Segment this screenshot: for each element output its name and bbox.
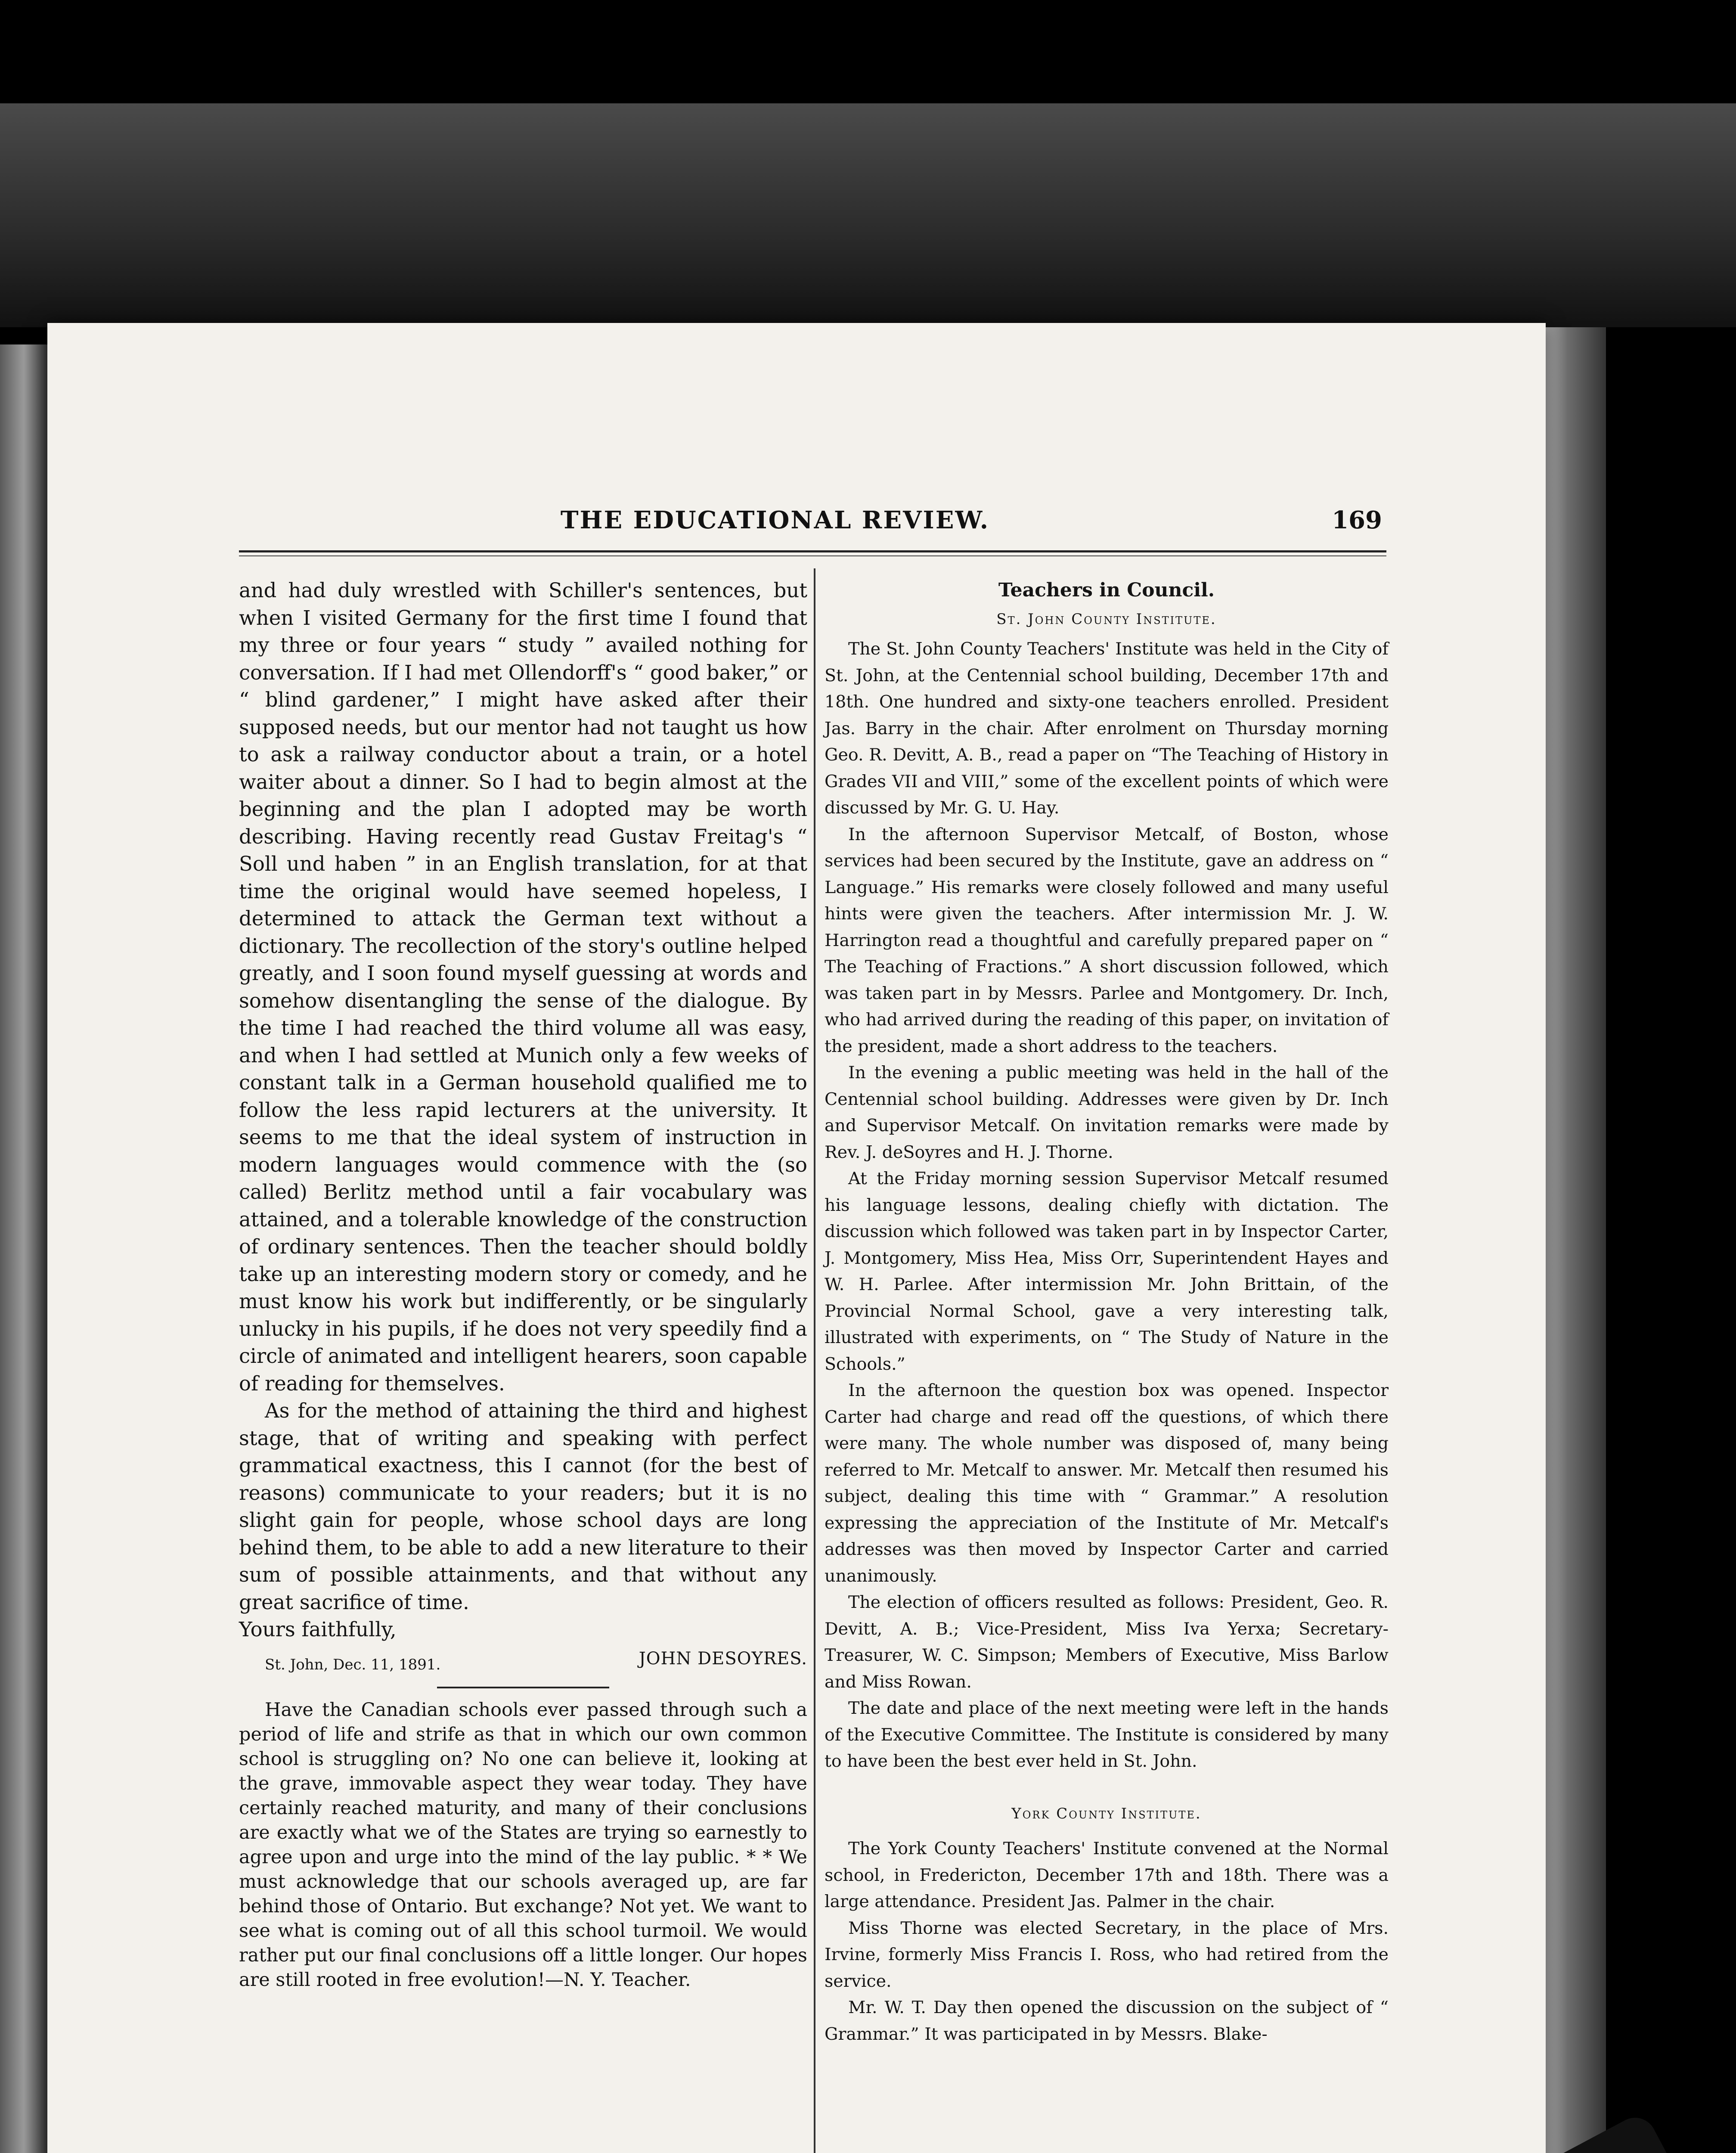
left-column: [239, 577, 807, 1992]
scanner-background-top: [0, 103, 1736, 327]
report-paragraph: In the afternoon Supervisor Metcalf, of Boston, whose services had been secured by the Institute, gave an address on “ Language.” His remarks were closely followed and many useful hints were given the teachers. After intermission Mr. J. W. Harrington read a thoughtful and carefully prepared paper on “ The Teaching of Fractions.” A short discussion followed, which was taken part in by Messrs. Parlee and Montgomery. Dr. Inch, who had arrived during the reading of this paper, on invitation of the president, made a short address to the teachers.: [825, 824, 1389, 1056]
st-john-subhead: St. John County Institute.: [996, 610, 1217, 628]
letter-closing: Yours faithfully,: [239, 1618, 397, 1641]
report-paragraph: At the Friday morning session Supervisor Metcalf resumed his language lessons, dealing chiefly with dictation. The discussion which followed was taken part in by Inspector Carter, J. Montgomery, Miss Hea, Miss Orr, Superintendent Hayes and W. H. Parlee. After intermission Mr. John Brittain, of the Provincial Normal School, gave a very interesting talk, illustrated with experiments, on “ The Study of Nature in the Schools.”: [825, 1169, 1389, 1374]
report-paragraph: Mr. W. T. Day then opened the discussion on the subject of “ Grammar.” It was participated in by Messrs. Blake-: [825, 1998, 1389, 2044]
section-rule: [437, 1687, 609, 1688]
column-divider: [814, 568, 815, 2153]
header-rule: [239, 550, 1386, 552]
report-paragraph: In the evening a public meeting was held in the hall of the Centennial school building. Addresses were given by Dr. Inch and Supervisor Metcalf. On invitation remarks were made by Rev. J. deSoyres and H. J. Thorne.: [825, 1063, 1389, 1162]
signature-row: [239, 1645, 807, 1680]
right-column: [825, 577, 1389, 2048]
report-paragraph: The election of officers resulted as follows: President, Geo. R. Devitt, A. B.; Vice-President, Miss Iva Yerxa; Secretary-Treasurer, W. C. Simpson; Members of Executive, Miss Barlow and Miss Rowan.: [825, 1592, 1389, 1692]
header-rule-thin: [239, 555, 1386, 556]
running-title: THE EDUCATIONAL REVIEW.: [560, 506, 990, 534]
york-subhead: York County Institute.: [1011, 1805, 1202, 1822]
report-paragraph: Miss Thorne was elected Secretary, in the place of Mrs. Irvine, formerly Miss Francis I. Ross, who had retired from the service.: [825, 1918, 1389, 1991]
section-title: Teachers in Council.: [998, 579, 1215, 601]
report-paragraph: The York County Teachers' Institute convened at the Normal school, in Fredericton, December 17th and 18th. There was a large attendance. President Jas. Palmer in the chair.: [825, 1839, 1389, 1911]
report-paragraph: In the afternoon the question box was opened. Inspector Carter had charge and read off the questions, of which there were many. The whole number was disposed of, many being referred to Mr. Metcalf to answer. Mr. Metcalf then resumed his subject, dealing this time with “ Grammar.” A resolution expressing the appreciation of the Institute of Mr. Metcalf's addresses was then moved by Inspector Carter and carried unanimously.: [825, 1381, 1389, 1586]
reprinted-note: Have the Canadian schools ever passed through such a period of life and strife as that in which our own common school is struggling on? No one can believe it, looking at the grave, immovable aspect they wear today. They have certainly reached maturity, and many of their conclusions are exactly what we of the States are trying so earnestly to agree upon and urge into the mind of the lay public. * * We must acknowledge that our schools averaged up, are far behind those of Ontario. But exchange? Not yet. We want to see what is coming out of all this school turmoil. We would rather put our final conclusions off a little longer. Our hopes are still rooted in free evolution!—N. Y. Teacher.: [239, 1699, 807, 1991]
letter-paragraph: and had duly wrestled with Schiller's sentences, but when I visited Germany for the first time I found that my three or four years “ study ” availed nothing for conversation. If I had met Ollendorff's “ good baker,” or “ blind gardener,” I might have asked after their supposed needs, but our mentor had not taught us how to ask a railway conductor about a train, or a hotel waiter about a dinner. So I had to begin almost at the beginning and the plan I adopted may be worth describing. Having recently read Gustav Freitag's “ Soll und haben ” in an English translation, for at that time the original would have seemed hopeless, I determined to attack the German text without a dictionary. The recollection of the story's outline helped greatly, and I soon found myself guessing at words and somehow disentangling the sense of the dialogue. By the time I had reached the third volume all was easy, and when I had settled at Munich only a few weeks of constant talk in a German household qualified me to follow the less rapid lecturers at the university. It seems to me that the ideal system of instruction in modern languages would commence with the (so called) Berlitz method until a fair vocabulary was attained, and a tolerable knowledge of the construction of ordinary sentences. Then the teacher should boldly take up an interesting modern story or comedy, and he must know his work but indifferently, or be singularly unlucky in his pupils, if he does not very speedily find a circle of animated and intelligent hearers, soon capable of reading for themselves.: [239, 579, 807, 1395]
book-spine-edge: [0, 344, 47, 2153]
letter-signature: JOHN DESOYRES.: [639, 1648, 807, 1669]
page-number: 169: [1332, 506, 1382, 534]
letter-dateline: St. John, Dec. 11, 1891.: [265, 1656, 441, 1673]
report-paragraph: The date and place of the next meeting were left in the hands of the Executive Committee. The Institute is considered by many to have been the best ever held in St. John.: [825, 1698, 1389, 1771]
book-page-edges: [1541, 327, 1606, 2153]
report-paragraph: The St. John County Teachers' Institute was held in the City of St. John, at the Centennial school building, December 17th and 18th. One hundred and sixty-one teachers enrolled. President Jas. Barry in the chair. After enrolment on Thursday morning Geo. R. Devitt, A. B., read a paper on “The Teaching of History in Grades VII and VIII,” some of the excellent points of which were discussed by Mr. G. U. Hay.: [825, 639, 1389, 818]
letter-paragraph: As for the method of attaining the third and highest stage, that of writing and speaking with perfect grammatical exactness, this I cannot (for the best of reasons) communicate to your readers; but it is no slight gain for people, whose school days are long behind them, to be able to add a new literature to their sum of possible attainments, and that without any great sacrifice of time.: [239, 1399, 807, 1614]
